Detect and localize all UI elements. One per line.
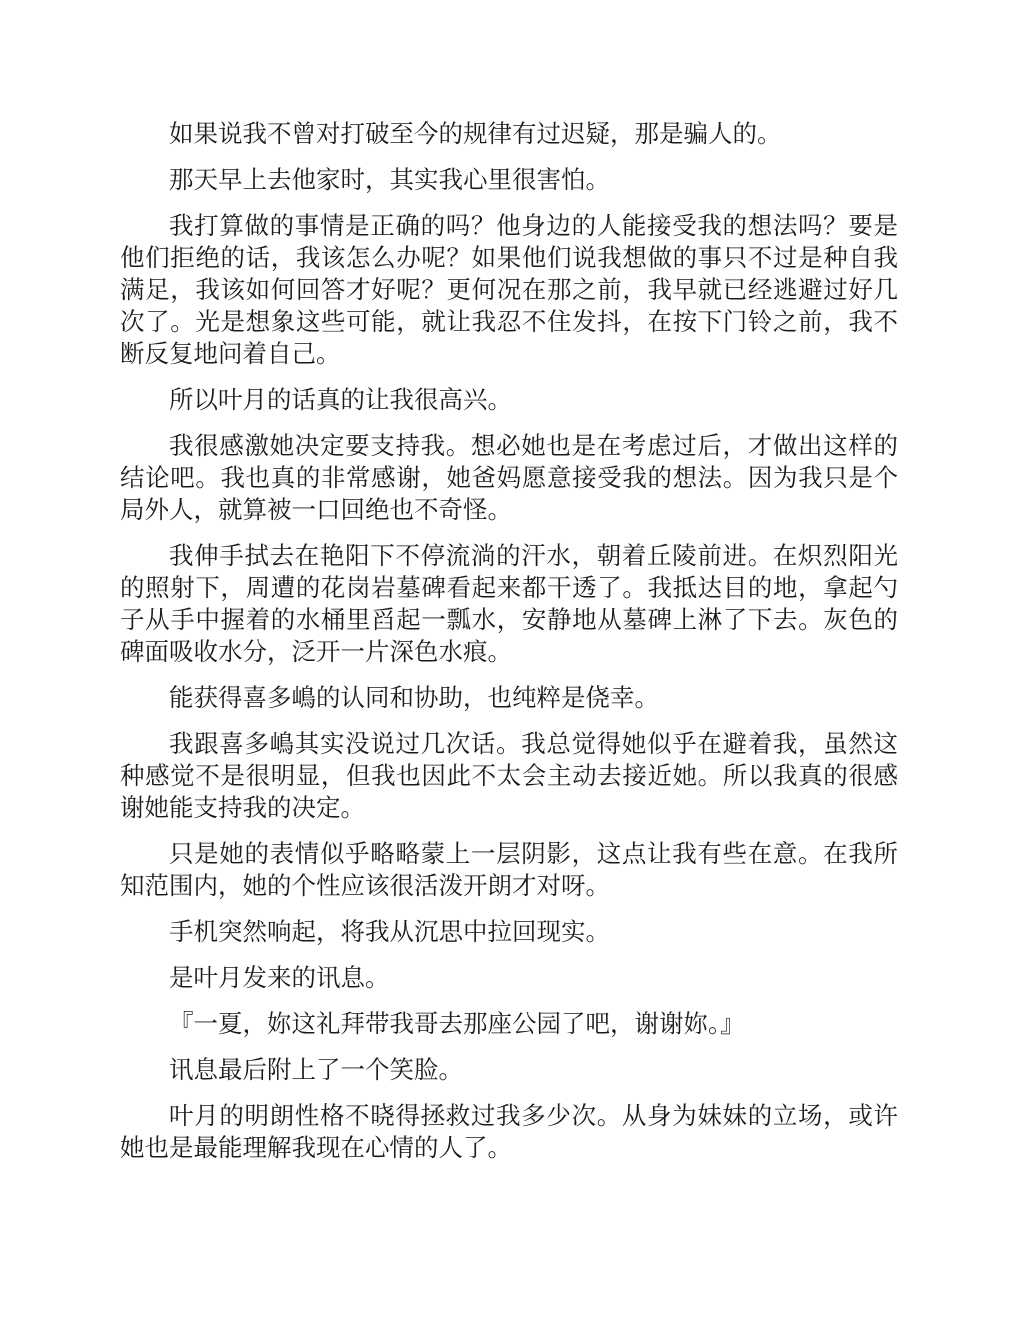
paragraph: 所以叶月的话真的让我很高兴。 (169, 385, 512, 414)
paragraph: 我跟喜多嶋其实没说过几次话。我总觉得她似乎在避着我，虽然这种感觉不是很明显，但我也因此不太会主动去接近她。所以我真的很感谢她能支持我的决定。 (120, 729, 898, 822)
document-body (120, 118, 898, 1178)
paragraph: 那天早上去他家时，其实我心里很害怕。 (169, 165, 610, 194)
quoted-message: 『一夏，妳这礼拜带我哥去那座公园了吧，谢谢妳。』 (169, 1009, 745, 1038)
paragraph: 只是她的表情似乎略略蒙上一层阴影，这点让我有些在意。在我所知范围内，她的个性应该很活泼开朗才对呀。 (120, 839, 898, 900)
paragraph: 讯息最后附上了一个笑脸。 (169, 1055, 463, 1084)
paragraph: 我伸手拭去在艳阳下不停流淌的汗水，朝着丘陵前进。在炽烈阳光的照射下，周遭的花岗岩墓碑看起来都干透了。我抵达目的地，拿起勺子从手中握着的水桶里舀起一瓢水，安静地从墓碑上淋了下去。灰色的碑面吸收水分，泛开一片深色水痕。 (120, 541, 898, 666)
paragraph: 我打算做的事情是正确的吗？他身边的人能接受我的想法吗？要是他们拒绝的话，我该怎么办呢？如果他们说我想做的事只不过是种自我满足，我该如何回答才好呢？更何况在那之前，我早就已经逃避过好几次了。光是想象这些可能，就让我忍不住发抖，在按下门铃之前，我不断反复地问着自己。 (120, 211, 898, 368)
paragraph: 我很感激她决定要支持我。想必她也是在考虑过后，才做出这样的结论吧。我也真的非常感谢，她爸妈愿意接受我的想法。因为我只是个局外人，就算被一口回绝也不奇怪。 (120, 431, 898, 524)
paragraph: 如果说我不曾对打破至今的规律有过迟疑，那是骗人的。 (169, 119, 782, 148)
paragraph: 是叶月发来的讯息。 (169, 963, 390, 992)
paragraph: 手机突然响起，将我从沉思中拉回现实。 (169, 917, 610, 946)
paragraph: 叶月的明朗性格不晓得拯救过我多少次。从身为妹妹的立场，或许她也是最能理解我现在心情的人了。 (120, 1101, 898, 1162)
paragraph: 能获得喜多嶋的认同和协助，也纯粹是侥幸。 (169, 683, 659, 712)
